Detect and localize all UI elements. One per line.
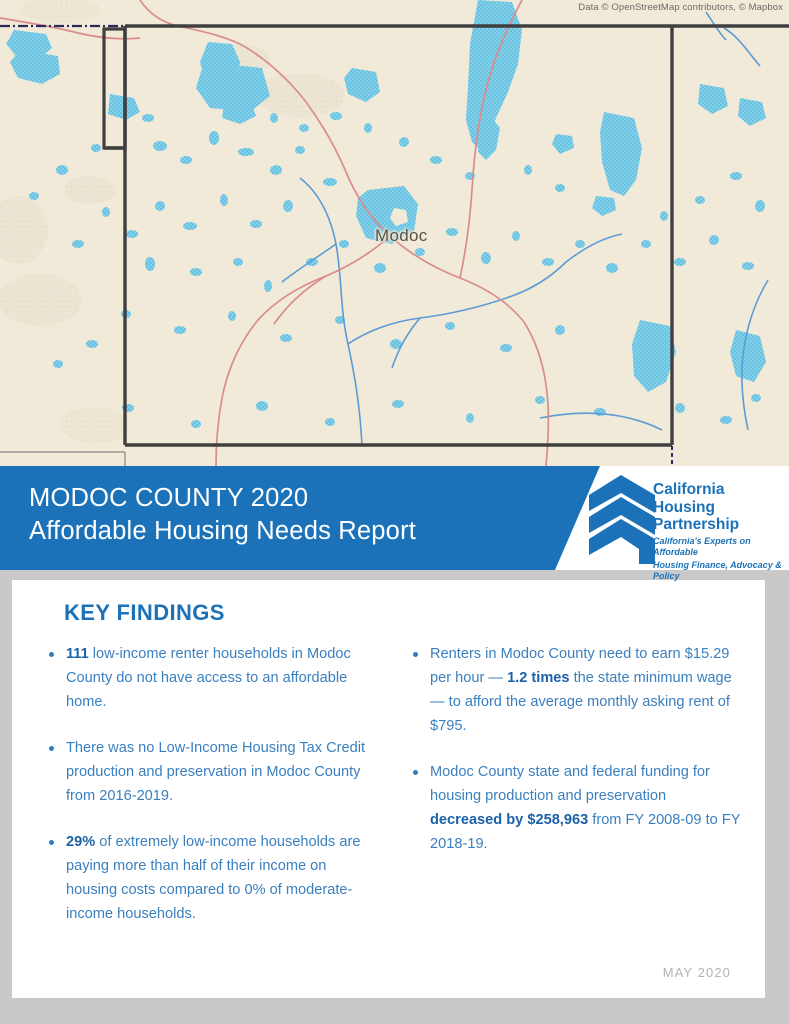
map-county-label: Modoc bbox=[375, 226, 428, 245]
finding-highlight: 111 bbox=[66, 646, 89, 662]
finding-text: from FY 2008-09 to FY 2018-19. bbox=[430, 812, 741, 852]
logo-wordmark bbox=[653, 481, 789, 582]
key-findings-heading: KEY FINDINGS bbox=[64, 600, 225, 625]
california-housing-partnership-logo[interactable] bbox=[583, 472, 789, 581]
findings-list-left bbox=[42, 642, 378, 926]
key-findings-card bbox=[12, 580, 765, 998]
logo-word-california: California bbox=[653, 481, 725, 498]
findings-right-column bbox=[406, 642, 742, 948]
finding-highlight: 29% bbox=[66, 834, 96, 850]
finding-highlight: 1.2 times bbox=[507, 670, 570, 686]
finding-housing-wage bbox=[406, 642, 742, 738]
logo-word-housing: Housing bbox=[653, 498, 715, 516]
findings-left-column bbox=[42, 642, 378, 948]
finding-text: low-income renter households in Modoc County do not have access to an affordable home. bbox=[66, 646, 351, 710]
finding-text: Modoc County state and federal funding for housing production and preservation bbox=[430, 764, 710, 804]
map-attribution: Data © OpenStreetMap contributors, © Mapbox bbox=[578, 2, 783, 13]
finding-funding-decrease bbox=[406, 760, 742, 856]
logo-tagline-line2: Housing Finance, Advocacy & Policy bbox=[653, 559, 782, 581]
finding-text: Renters in Modoc County need to earn $15.29 per hour — bbox=[430, 646, 730, 686]
finding-cost-burden bbox=[42, 830, 378, 926]
finding-text: the state minimum wage — to afford the average monthly asking rent of $795. bbox=[430, 670, 732, 734]
page-title-line2: Affordable Housing Needs Report bbox=[29, 517, 417, 545]
page-title bbox=[29, 482, 416, 548]
page-title-line1: MODOC COUNTY 2020 bbox=[29, 484, 309, 512]
logo-word-partnership: Partnership bbox=[653, 516, 740, 533]
finding-highlight: decreased by $258,963 bbox=[430, 812, 589, 828]
county-map[interactable] bbox=[0, 0, 789, 466]
finding-low-income-renter-households bbox=[42, 642, 378, 714]
findings-columns bbox=[42, 642, 742, 948]
report-date: MAY 2020 bbox=[662, 965, 731, 980]
chevron-logo-icon bbox=[583, 473, 658, 566]
finding-text: of extremely low-income households are paying more than half of their income on housing costs compared to 0% of moderate-income households. bbox=[66, 834, 361, 922]
finding-lihtc-production bbox=[42, 736, 378, 808]
finding-text: There was no Low-Income Housing Tax Credit production and preservation in Modoc County from 2016-2019. bbox=[66, 740, 366, 804]
findings-list-right bbox=[406, 642, 742, 856]
logo-tagline-line1: California's Experts on Affordable bbox=[653, 535, 751, 557]
